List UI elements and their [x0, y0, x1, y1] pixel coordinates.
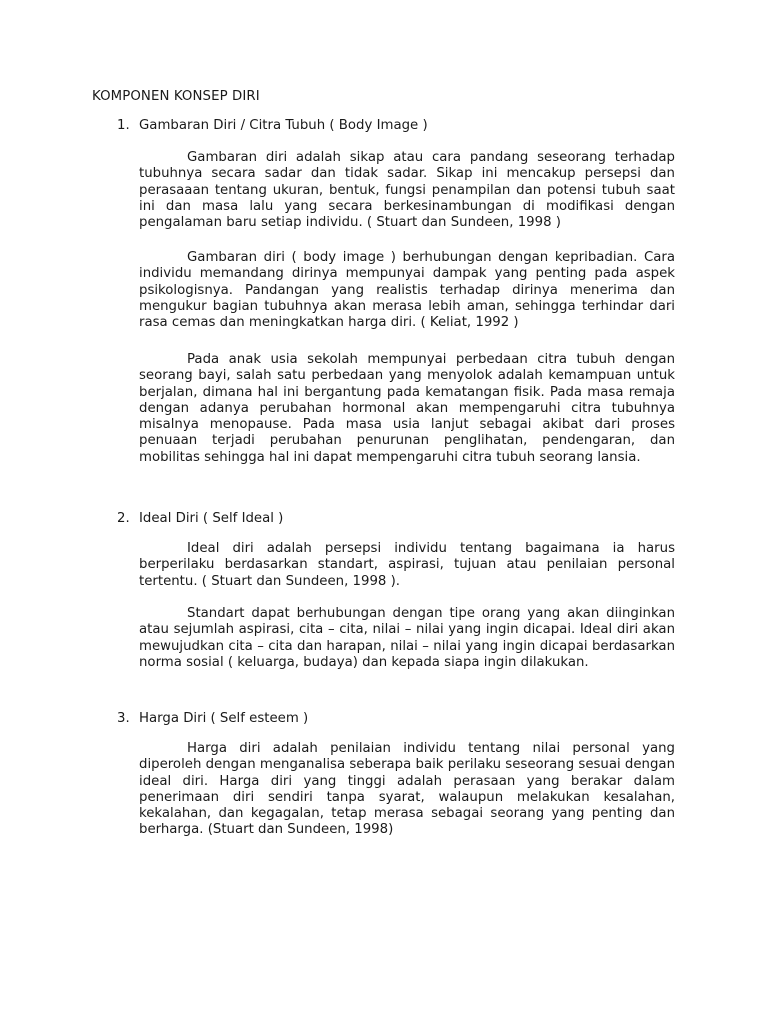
- document-title: KOMPONEN KONSEP DIRI: [92, 89, 260, 104]
- section-number: 3.: [117, 711, 130, 726]
- paragraph: Pada anak usia sekolah mempunyai perbedaan citra tubuh dengan seorang bayi, salah satu perbedaan yang menyolok adalah kemampuan untuk berjalan, dimana hal ini bergantung pada kematangan fisik. Pada masa remaja dengan adanya perubahan hormonal akan mempengaruhi citra tubuhnya misalnya menopause. Pada masa usia lanjut sebagai akibat dari proses penuaan terjadi perubahan penurunan penglihatan, pendengaran, dan mobilitas sehingga hal ini dapat mempengaruhi citra tubuh seorang lansia.: [139, 352, 675, 465]
- section-heading-self-esteem: [117, 710, 308, 727]
- section-number: 1.: [117, 118, 130, 133]
- paragraph: Standart dapat berhubungan dengan tipe orang yang akan diinginkan atau sejumlah aspirasi, cita – cita, nilai – nilai yang ingin dicapai. Ideal diri akan mewujudkan cita – cita dan harapan, nilai – nilai yang ingin dicapai berdasarkan norma sosial ( keluarga, budaya) dan kepada siapa ingin dilakukan.: [139, 606, 675, 670]
- section-title: Gambaran Diri / Citra Tubuh ( Body Image ): [139, 118, 428, 133]
- paragraph: Ideal diri adalah persepsi individu tentang bagaimana ia harus berperilaku berdasarkan standart, aspirasi, tujuan atau penilaian personal tertentu. ( Stuart dan Sundeen, 1998 ).: [139, 541, 675, 589]
- section-title: Harga Diri ( Self esteem ): [139, 711, 309, 726]
- paragraph: Gambaran diri ( body image ) berhubungan dengan kepribadian. Cara individu memandang dirinya mempunyai dampak yang penting pada aspek psikologisnya. Pandangan yang realistis terhadap dirinya menerima dan mengukur bagian tubuhnya akan merasa lebih aman, sehingga terhindar dari rasa cemas dan meningkatkan harga diri. ( Keliat, 1992 ): [139, 250, 675, 331]
- section-number: 2.: [117, 511, 130, 526]
- paragraph: Gambaran diri adalah sikap atau cara pandang seseorang terhadap tubuhnya secara sadar dan tidak sadar. Sikap ini mencakup persepsi dan perasaaan tentang ukuran, bentuk, fungsi penampilan dan potensi tubuh saat ini dan masa lalu yang secara berkesinambungan di modifikasi dengan pengalaman baru setiap individu. ( Stuart dan Sundeen, 1998 ): [139, 150, 675, 231]
- section-heading-body-image: [117, 117, 428, 134]
- section-heading-self-ideal: [117, 510, 283, 527]
- paragraph: Harga diri adalah penilaian individu tentang nilai personal yang diperoleh dengan menganalisa seberapa baik perilaku seseorang sesuai dengan ideal diri. Harga diri yang tinggi adalah perasaan yang berakar dalam penerimaan diri sendiri tanpa syarat, walaupun melakukan kesalahan, kekalahan, dan kegagalan, tetap merasa sebagai seorang yang penting dan berharga. (Stuart dan Sundeen, 1998): [139, 741, 675, 838]
- section-title: Ideal Diri ( Self Ideal ): [139, 511, 284, 526]
